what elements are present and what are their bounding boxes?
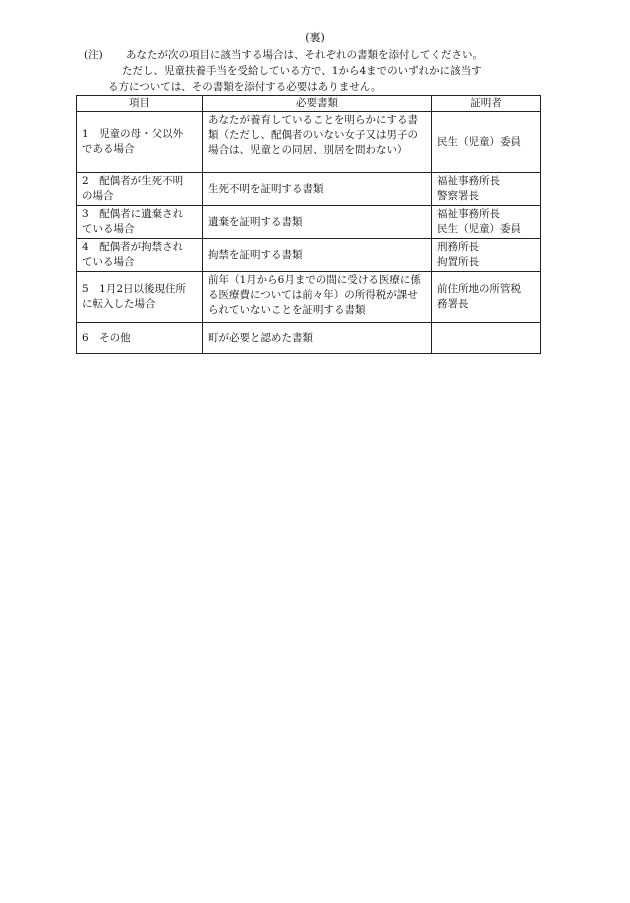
item-text: 3 配偶者に遺棄され (82, 208, 184, 220)
certifier-text: 民生（児童）委員 (437, 135, 521, 148)
item-text: に転入した場合 (82, 298, 156, 310)
note-label: (注) (84, 49, 103, 61)
certifier-cell (432, 272, 541, 323)
certifier-text: 務署長 (437, 298, 469, 310)
item-text: 4 配偶者が拘禁され (82, 241, 184, 253)
item-cell (77, 272, 203, 323)
table-row (77, 239, 541, 272)
document-cell: 前年（1月から6月までの間に受ける医療に係る医療費については前々年）の所得税が課せられていないことを証明する書類 (203, 272, 432, 323)
required-documents-table (76, 95, 541, 354)
note-text-line-2: ただし、児童扶養手当を受給している方で、1から4までのいずれかに該当す (122, 65, 482, 77)
item-text: 5 1月2日以後現住所 (82, 283, 187, 295)
certifier-cell (432, 323, 541, 354)
note-section (84, 47, 544, 95)
note-first-line (84, 47, 544, 63)
item-cell (77, 206, 203, 239)
item-text: の場合 (82, 190, 114, 202)
item-cell (77, 112, 203, 173)
certifier-text: 刑務所長 (437, 241, 479, 253)
table-header-row (77, 96, 541, 112)
item-cell (77, 323, 203, 354)
item-cell (77, 173, 203, 206)
document-cell: 生死不明を証明する書類 (203, 173, 432, 206)
item-text: である場合 (82, 143, 135, 155)
certifier-cell (432, 206, 541, 239)
certifier-text: 福祉事務所長 (437, 175, 500, 187)
table-row (77, 112, 541, 173)
item-text: ている場合 (82, 256, 135, 268)
certifier-text: 前住所地の所管税 (437, 283, 521, 295)
certifier-text: 拘置所長 (437, 256, 479, 268)
document-cell: 町が必要と認めた書類 (203, 323, 432, 354)
item-text: 1 児童の母・父以外 (82, 128, 184, 140)
page-heading: (裏) (305, 31, 325, 44)
item-cell (77, 239, 203, 272)
header-item: 項目 (77, 96, 203, 112)
certifier-text: 福祉事務所長 (437, 208, 500, 220)
document-cell: 遺棄を証明する書類 (203, 206, 432, 239)
certifier-cell (432, 239, 541, 272)
header-certifier: 証明者 (432, 96, 541, 112)
table-row (77, 323, 541, 354)
certifier-cell (432, 112, 541, 173)
header-document: 必要書類 (203, 96, 432, 112)
document-cell: あなたが養育していることを明らかにする書類（ただし、配偶者のいない女子又は男子の場合は、児童との同居、別居を問わない） (203, 112, 432, 173)
note-text-line-3: る方については、その書類を添付する必要はありません。 (108, 81, 382, 93)
certifier-text: 警察署長 (437, 190, 479, 202)
document-cell: 拘禁を証明する書類 (203, 239, 432, 272)
item-text: ている場合 (82, 223, 135, 235)
table-row (77, 206, 541, 239)
table-row (77, 272, 541, 323)
item-text: 6 その他 (82, 331, 131, 344)
note-text-line-1: あなたが次の項目に該当する場合は、それぞれの書類を添付してください。 (126, 49, 483, 61)
certifier-cell (432, 173, 541, 206)
table-row (77, 173, 541, 206)
certifier-text: 民生（児童）委員 (437, 223, 521, 235)
item-text: 2 配偶者が生死不明 (82, 175, 184, 187)
